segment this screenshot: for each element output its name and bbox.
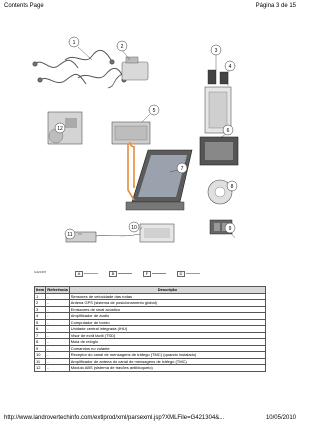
row-description: Antena GPS (sistema de posicionamento global) [69,300,265,307]
parts-table [34,286,266,372]
row-description: Módulo ABS (sistema de travões antibloqueio) [69,365,265,372]
row-reference: - [46,352,69,359]
callout-2: 2 [120,44,124,50]
row-reference: - [46,365,69,372]
header-reference: Referência [47,287,68,292]
row-item: 2 [35,300,46,307]
legend-letter-d: D [177,271,185,277]
callout-1: 1 [72,40,76,46]
callout-11: 11 [67,232,73,238]
row-item: 11 [35,358,46,365]
row-item: 4 [35,313,46,320]
row-item: 12 [35,365,46,372]
row-description: Sensores de velocidade das rodas [69,293,265,300]
callout-12: 12 [57,126,63,132]
row-reference: - [46,306,69,313]
row-item: 9 [35,345,46,352]
tmc-antenna-amplifier [66,232,140,242]
acoustic-emitters [208,70,228,84]
legend-swatch-a [84,273,98,274]
header-item: Item [36,287,45,292]
row-reference: - [46,339,69,346]
wheel-speed-sensors [33,50,126,84]
header-description: Descrição [69,287,265,294]
row-item: 6 [35,326,46,333]
row-reference: - [46,313,69,320]
callout-7: 7 [180,166,184,172]
page-url: http://www.landrovertechinfo.com/extlprod/xml/parsexml.jsp?XMLFile=G421304&... [4,415,225,421]
page-date: 10/05/2010 [265,415,296,421]
row-description: Unidade central integrada (IHU) [69,326,265,333]
legend-item-a [75,270,98,277]
tmc-receiver [140,224,174,242]
legend-swatch-b [118,273,132,274]
row-item: 7 [35,332,46,339]
touch-screen-display [126,150,192,210]
callout-3: 3 [214,48,218,54]
line-legend [75,270,205,278]
integrated-head-unit [200,137,238,165]
row-description: Comandos no volante [69,345,265,352]
row-item: 1 [35,293,46,300]
row-description: Emissores de sinal acústico [69,306,265,313]
row-reference: - [46,300,69,307]
row-reference: - [46,326,69,333]
row-item: 10 [35,352,46,359]
fibre-optic-harness [128,142,134,200]
legend-letter-f: F [143,271,151,277]
page-header-title: Contents Page [4,3,44,9]
callout-5: 5 [152,108,156,114]
row-item: 3 [35,306,46,313]
component-location-diagram [30,22,270,284]
callout-9: 9 [228,226,232,232]
legend-swatch-d [186,273,200,274]
row-description: Computador de bordo [69,319,265,326]
row-reference: - [46,332,69,339]
onboard-computer [112,122,150,144]
callout-4: 4 [228,64,232,70]
legend-swatch-f [152,273,166,274]
row-item: 8 [35,339,46,346]
row-description: Amplificador de áudio [69,313,265,320]
row-description: Visor de ecrã táctil (TSD) [69,332,265,339]
row-reference: - [46,319,69,326]
row-description: Amplificador de antena do canal de mensagens de tráfego (TMC) [69,358,265,365]
legend-item-b [109,270,132,277]
legend-letter-a: A [75,271,83,277]
figure-id: G421367 [34,270,47,274]
page-number: Página 3 de 15 [255,3,296,9]
row-item: 5 [35,319,46,326]
legend-item-d [177,270,200,277]
row-reference: - [46,345,69,352]
row-description: Mola de relógio [69,339,265,346]
legend-item-f [143,270,166,277]
row-description: Receptor do canal de mensagens de tráfego (TMC) (quando instalado) [69,352,265,359]
legend-letter-b: B [109,271,117,277]
callout-6: 6 [226,128,230,134]
callout-10: 10 [131,225,137,231]
row-reference: - [46,293,69,300]
callout-8: 8 [230,184,234,190]
table-row [35,365,266,372]
row-reference: - [46,358,69,365]
